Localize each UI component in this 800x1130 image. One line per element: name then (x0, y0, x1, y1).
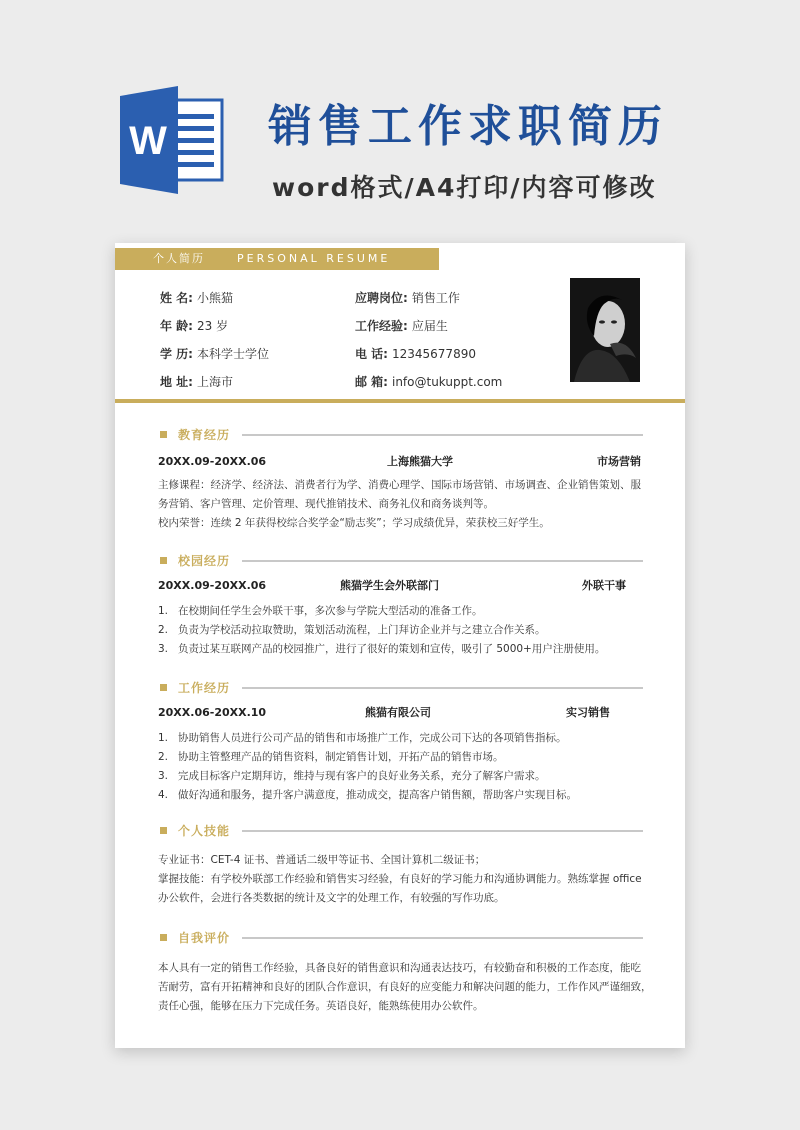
section-title: 自我评价 (178, 931, 231, 945)
item-text: 负责为学校活动拉取赞助，策划活动流程，上门拜访企业并与之建立合作关系。 (178, 624, 546, 636)
skills-line: 专业证书：CET-4 证书、普通话二级甲等证书、全国计算机二级证书； (158, 854, 486, 866)
info-value: 上海市 (196, 375, 233, 389)
info-value: info@tukuppt.com (391, 375, 503, 389)
campus-org: 熊猫学生会外联部门 (340, 579, 439, 592)
item-number: 3. (158, 770, 169, 782)
work-role: 实习销售 (566, 706, 610, 719)
section-marker (160, 934, 167, 941)
resume-header-bar (115, 248, 439, 270)
item-text: 协助销售人员进行公司产品的销售和市场推广工作，完成公司下达的各项销售指标。 (178, 732, 567, 744)
info-phone (355, 347, 476, 361)
info-education (160, 347, 269, 361)
education-school: 上海熊猫大学 (387, 455, 453, 468)
section-marker (160, 557, 167, 564)
info-value: 小熊猫 (196, 291, 233, 305)
self-line: 苦耐劳，富有开拓精神和良好的团队合作意识，有良好的应变能力和解决问题的能力，工作作风严谨细致， (158, 981, 652, 993)
section-education-heading (160, 427, 643, 443)
work-item (158, 769, 546, 783)
education-period: 20XX.09-20XX.06 (158, 455, 267, 468)
skills-line: 掌握技能：有学校外联部工作经验和销售实习经验，有良好的学习能力和沟通协调能力。熟练掌握 office (158, 873, 642, 885)
info-position (355, 291, 460, 305)
info-label: 姓 名: (160, 291, 193, 305)
promo-title: 销售工作求职简历 (268, 101, 668, 152)
resume-header-en: PERSONAL RESUME (237, 252, 391, 265)
work-item (158, 788, 577, 802)
section-title: 教育经历 (178, 428, 231, 442)
section-title: 工作经历 (178, 681, 231, 695)
campus-item (158, 642, 605, 656)
info-age (160, 319, 228, 333)
info-address (160, 375, 233, 389)
item-number: 1. (158, 605, 169, 617)
item-text: 负责过某互联网产品的校园推广，进行了很好的策划和宣传，吸引了 5000+用户注册使用。 (178, 643, 606, 655)
info-name (160, 291, 233, 305)
resume-header-cn: 个人简历 (153, 252, 205, 265)
info-value: 销售工作 (411, 291, 460, 305)
info-email (355, 375, 502, 389)
item-number: 3. (158, 643, 169, 655)
work-period: 20XX.06-20XX.10 (158, 706, 267, 719)
item-text: 协助主管整理产品的销售资料，制定销售计划，开拓产品的销售市场。 (178, 751, 504, 763)
word-document-icon (118, 86, 228, 194)
campus-item (158, 623, 546, 637)
campus-period: 20XX.09-20XX.06 (158, 579, 267, 592)
item-text: 在校期间任学生会外联干事，多次参与学院大型活动的准备工作。 (178, 605, 483, 617)
section-marker (160, 684, 167, 691)
section-title: 校园经历 (178, 554, 231, 568)
section-rule (242, 687, 643, 689)
work-company: 熊猫有限公司 (365, 706, 431, 719)
section-skills-heading (160, 823, 643, 839)
info-label: 电 话: (355, 347, 388, 361)
word-letter: W (129, 119, 167, 163)
info-experience (355, 319, 448, 333)
info-label: 邮 箱: (355, 375, 388, 389)
education-major: 市场营销 (597, 455, 641, 468)
promo-header (0, 0, 800, 230)
section-work-heading (160, 680, 643, 696)
section-marker (160, 431, 167, 438)
skills-line: 办公软件，会进行各类数据的统计及文字的处理工作，有较强的写作功底。 (158, 892, 505, 904)
info-value: 应届生 (411, 319, 448, 333)
education-line: 主修课程：经济学、经济法、消费者行为学、消费心理学、国际市场营销、市场调查、企业销售策划、服 (158, 479, 641, 491)
resume-page (115, 243, 685, 1048)
section-rule (242, 830, 643, 832)
info-value: 12345677890 (391, 347, 476, 361)
info-value: 本科学士学位 (196, 347, 269, 361)
section-rule (242, 560, 643, 562)
work-item (158, 750, 504, 764)
info-label: 工作经验: (355, 319, 408, 333)
profile-photo (570, 278, 640, 382)
section-self-heading (160, 930, 643, 946)
item-number: 1. (158, 732, 169, 744)
education-line: 校内荣誉：连续 2 年获得校综合奖学金“励志奖”；学习成绩优异，荣获校三好学生。 (158, 517, 550, 529)
promo-subtitle: word格式/A4打印/内容可修改 (272, 173, 657, 202)
item-text: 做好沟通和服务，提升客户满意度，推动成交，提高客户销售额，帮助客户实现目标。 (178, 789, 577, 801)
section-rule (242, 937, 643, 939)
item-number: 4. (158, 789, 169, 801)
info-label: 应聘岗位: (355, 291, 408, 305)
section-rule (242, 434, 643, 436)
self-line: 责任心强，能够在压力下完成任务。英语良好，能熟练使用办公软件。 (158, 1000, 484, 1012)
section-campus-heading (160, 553, 643, 569)
header-divider (115, 399, 685, 403)
item-number: 2. (158, 624, 169, 636)
section-title: 个人技能 (178, 824, 231, 838)
item-number: 2. (158, 751, 169, 763)
info-label: 学 历: (160, 347, 193, 361)
info-value: 23 岁 (196, 319, 229, 333)
campus-role: 外联干事 (582, 579, 626, 592)
campus-item (158, 604, 483, 618)
info-label: 年 龄: (160, 319, 193, 333)
section-marker (160, 827, 167, 834)
item-text: 完成目标客户定期拜访，维持与现有客户的良好业务关系，充分了解客户需求。 (178, 770, 546, 782)
education-line: 务营销、客户管理、定价管理、现代推销技术、商务礼仪和商务谈判等。 (158, 498, 494, 510)
self-line: 本人具有一定的销售工作经验，具备良好的销售意识和沟通表达技巧，有较勤奋和积极的工作态度，能吃 (158, 962, 641, 974)
work-item (158, 731, 567, 745)
info-label: 地 址: (160, 375, 193, 389)
